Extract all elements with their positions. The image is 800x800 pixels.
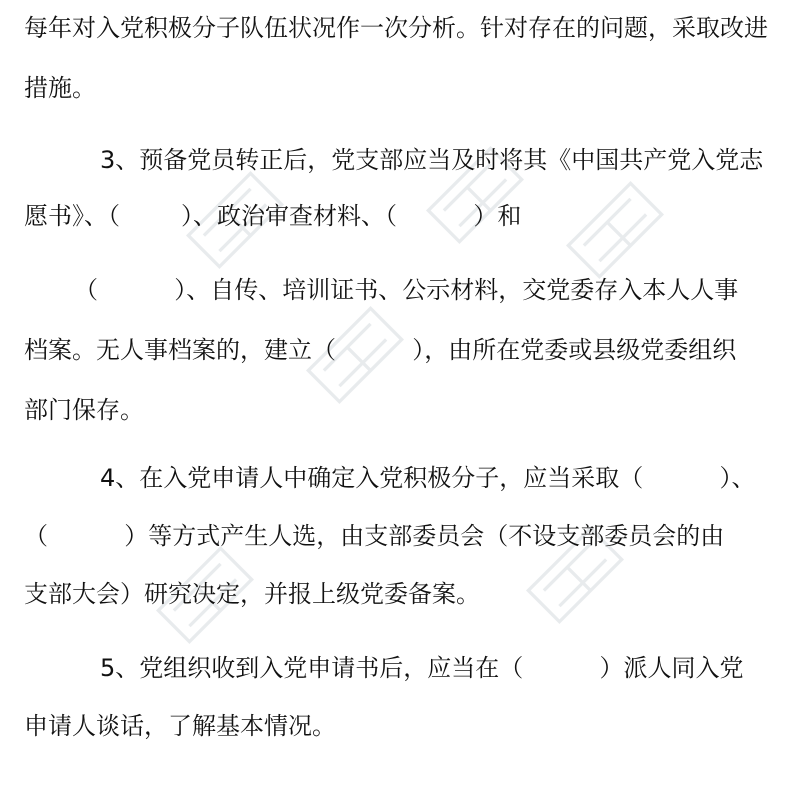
document-line: 3、预备党员转正后，党支部应当及时将其《中国共产党入党志	[100, 146, 764, 174]
document-line: 愿书》、（ ）、政治审查材料、（ ）和	[24, 202, 522, 230]
document-line: 档案。无人事档案的，建立（ ），由所在党委或县级党委组织	[24, 336, 737, 364]
document-line: 措施。	[24, 74, 96, 102]
document-line: 5、党组织收到入党申请书后，应当在（ ）派人同入党	[100, 654, 744, 682]
watermark-icon	[560, 175, 670, 285]
document-line: 部门保存。	[24, 396, 144, 424]
document-line: （ ）、自传、培训证书、公示材料，交党委存入本人人事	[74, 276, 739, 304]
document-line: 4、在入党申请人中确定入党积极分子，应当采取（ ）、	[100, 464, 756, 492]
document-line: （ ）等方式产生人选，由支部委员会（不设支部委员会的由	[24, 522, 725, 550]
document-line: 支部大会）研究决定，并报上级党委备案。	[24, 580, 480, 608]
document-line: 申请人谈话，了解基本情况。	[24, 712, 336, 740]
watermark-logo	[560, 175, 670, 285]
document-line: 每年对入党积极分子队伍状况作一次分析。针对存在的问题，采取改进	[24, 14, 768, 42]
